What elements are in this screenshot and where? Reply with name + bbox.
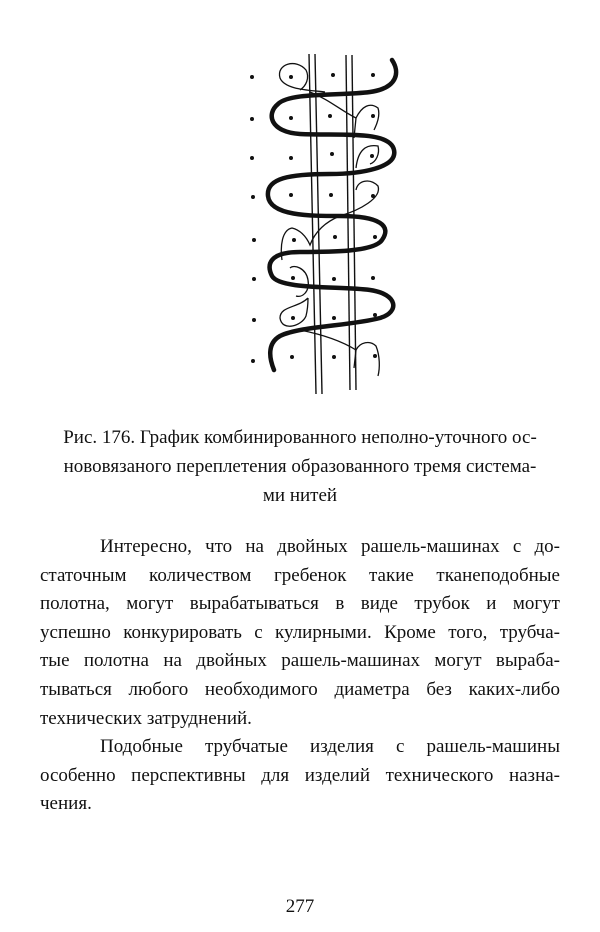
text-line: тываться любого необходимого диаметра без каких-либо [40, 678, 560, 700]
body-text [40, 533, 560, 819]
figure-caption [36, 423, 564, 510]
text-line: статочным количеством гребенок такие тканеподобные [40, 564, 560, 586]
paragraph-2 [40, 733, 560, 819]
text-line: Интересно, что на двойных рашель-машинах с до- [100, 536, 560, 557]
text-line: полотна, могут вырабатываться в виде трубок и могут [40, 593, 560, 615]
caption-line: Рис. 176. График комбинированного неполно-уточного ос- [63, 427, 537, 448]
text-line: успешно конкурировать с кулирными. Кроме того, трубча- [40, 621, 560, 643]
text-line: тые полотна на двойных рашель-машинах могут выраба- [40, 650, 560, 672]
paragraph-1 [40, 533, 560, 733]
weave-diagram-figure [230, 50, 420, 400]
page-number: 277 [285, 896, 315, 917]
text-line: особенно перспективны для изделий технического назна- [40, 764, 560, 786]
caption-line: ми нитей [262, 485, 338, 506]
text-line: Подобные трубчатые изделия с рашель-машины [100, 736, 560, 758]
caption-line: нововязаного переплетения образованного тремя система- [63, 456, 537, 477]
weave-diagram-svg [230, 50, 420, 400]
text-line: чения. [40, 793, 92, 815]
text-line: технических затруднений. [40, 707, 252, 729]
warp-threads [309, 54, 356, 394]
